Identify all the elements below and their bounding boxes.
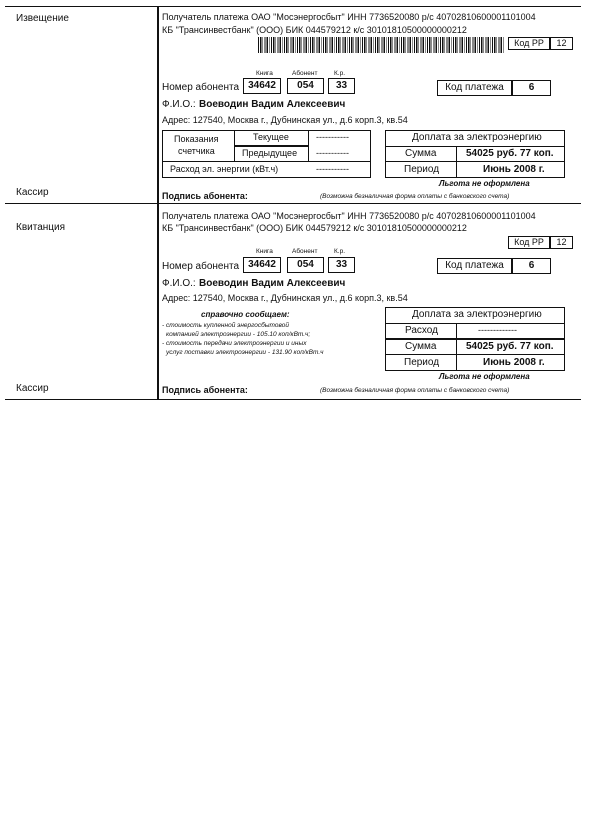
receipt-fio-label: Ф.И.О.: [162,278,196,289]
notice-fio-value: Воеводин Вадим Алексеевич [199,99,346,110]
receipt-signature-label: Подпись абонента: [162,385,248,395]
receipt-info-line-3: - стоимость передачи электроэнергии и иных [162,340,307,347]
notice-account-label: Номер абонента [162,82,240,93]
receipt-address: Адрес: 127540, Москва г., Дубнинская ул., д.6 корп.3, кв.54 [162,293,408,303]
notice-cashless-note: (Возможна безналичная форма оплаты с банковского счета) [320,193,510,200]
receipt-period-value: Июнь 2008 г. [483,357,545,368]
section-divider [5,203,581,204]
notice-period-label: Период [404,164,440,175]
receipt-cashier-label: Кассир [16,383,49,394]
receipt-section-label: Квитанция [16,222,66,233]
notice-recipient-line: Получатель платежа ОАО "Мосэнергосбыт" ИНН 7736520080 р/с 40702810600001101004 [162,12,536,22]
receipt-info-line-1: - стоимость купленной энергосбытовой [162,322,289,329]
receipt-payment-code-label: Код платежа [437,258,512,274]
notice-previous-label: Предыдущее [242,148,298,158]
receipt-kod-rr-value: 12 [550,236,573,249]
notice-sum-value: 54025 руб. 77 коп. [466,148,554,159]
notice-bank-line: КБ "Трансинвестбанк" (ООО) БИК 044579212 к/с 30101810500000000212 [162,25,467,35]
receipt-subscriber-header: Абонент [292,248,318,255]
receipt-sum-value: 54025 руб. 77 коп. [466,341,554,352]
receipt-account-label: Номер абонента [162,261,240,272]
receipt-benefit-note: Льгота не оформлена [439,372,530,381]
notice-subscriber-value: 054 [287,78,324,94]
notice-current-value: ----------- [316,132,349,142]
notice-payment-code-value: 6 [512,80,551,96]
receipt-info-line-2: компанией электроэнергии - 105.10 коп/кВт.ч; [166,331,311,338]
notice-cashier-label: Кассир [16,187,49,198]
top-border [5,6,581,7]
notice-kod-rr-value: 12 [550,37,573,50]
receipt-usage-label: Расход [405,325,438,336]
notice-surcharge-title: Доплата за электроэнергию [412,132,542,143]
notice-current-label: Текущее [253,132,289,142]
receipt-kr-header: К.р. [334,248,346,255]
receipt-bank-line: КБ "Трансинвестбанк" (ООО) БИК 044579212 к/с 30101810500000000212 [162,223,467,233]
notice-kod-rr-label: Код РР [508,37,550,50]
receipt-book-value: 34642 [243,257,281,273]
notice-consumption-label: Расход эл. энергии (кВт.ч) [170,164,279,174]
receipt-subscriber-value: 054 [287,257,324,273]
notice-barcode [258,37,504,53]
receipt-payment-code-value: 6 [512,258,551,274]
notice-meter-label-1: Показания [174,134,219,144]
receipt-recipient-line: Получатель платежа ОАО "Мосэнергосбыт" ИНН 7736520080 р/с 40702810600001101004 [162,211,536,221]
notice-subscriber-header: Абонент [292,70,318,77]
receipt-kr-value: 33 [328,257,355,273]
notice-period-value: Июнь 2008 г. [483,164,545,175]
receipt-surcharge-title: Доплата за электроэнергию [412,309,542,320]
notice-address: Адрес: 127540, Москва г., Дубнинская ул., д.6 корп.3, кв.54 [162,115,408,125]
receipt-period-label: Период [404,357,440,368]
notice-benefit-note: Льгота не оформлена [439,179,530,188]
notice-meter-label-2: счетчика [178,146,215,156]
notice-sum-label: Сумма [405,148,437,159]
receipt-info-title: справочно сообщаем: [201,310,290,319]
notice-consumption-value: ----------- [316,164,349,174]
receipt-fio-value: Воеводин Вадим Алексеевич [199,278,346,289]
notice-section-label: Извещение [16,13,69,24]
notice-book-value: 34642 [243,78,281,94]
receipt-book-header: Книга [256,248,273,255]
notice-fio-label: Ф.И.О.: [162,99,196,110]
notice-book-header: Книга [256,70,273,77]
notice-signature-label: Подпись абонента: [162,191,248,201]
notice-kr-value: 33 [328,78,355,94]
receipt-usage-value: ------------- [478,325,517,335]
notice-kr-header: К.р. [334,70,346,77]
notice-previous-value: ----------- [316,148,349,158]
receipt-kod-rr-label: Код РР [508,236,550,249]
bottom-border [5,399,581,400]
receipt-info-line-4: услуг поставки электроэнергии - 131.90 коп/кВт.ч [166,349,324,356]
receipt-sum-label: Сумма [405,341,437,352]
notice-payment-code-label: Код платежа [437,80,512,96]
receipt-cashless-note: (Возможна безналичная форма оплаты с банковского счета) [320,387,510,394]
